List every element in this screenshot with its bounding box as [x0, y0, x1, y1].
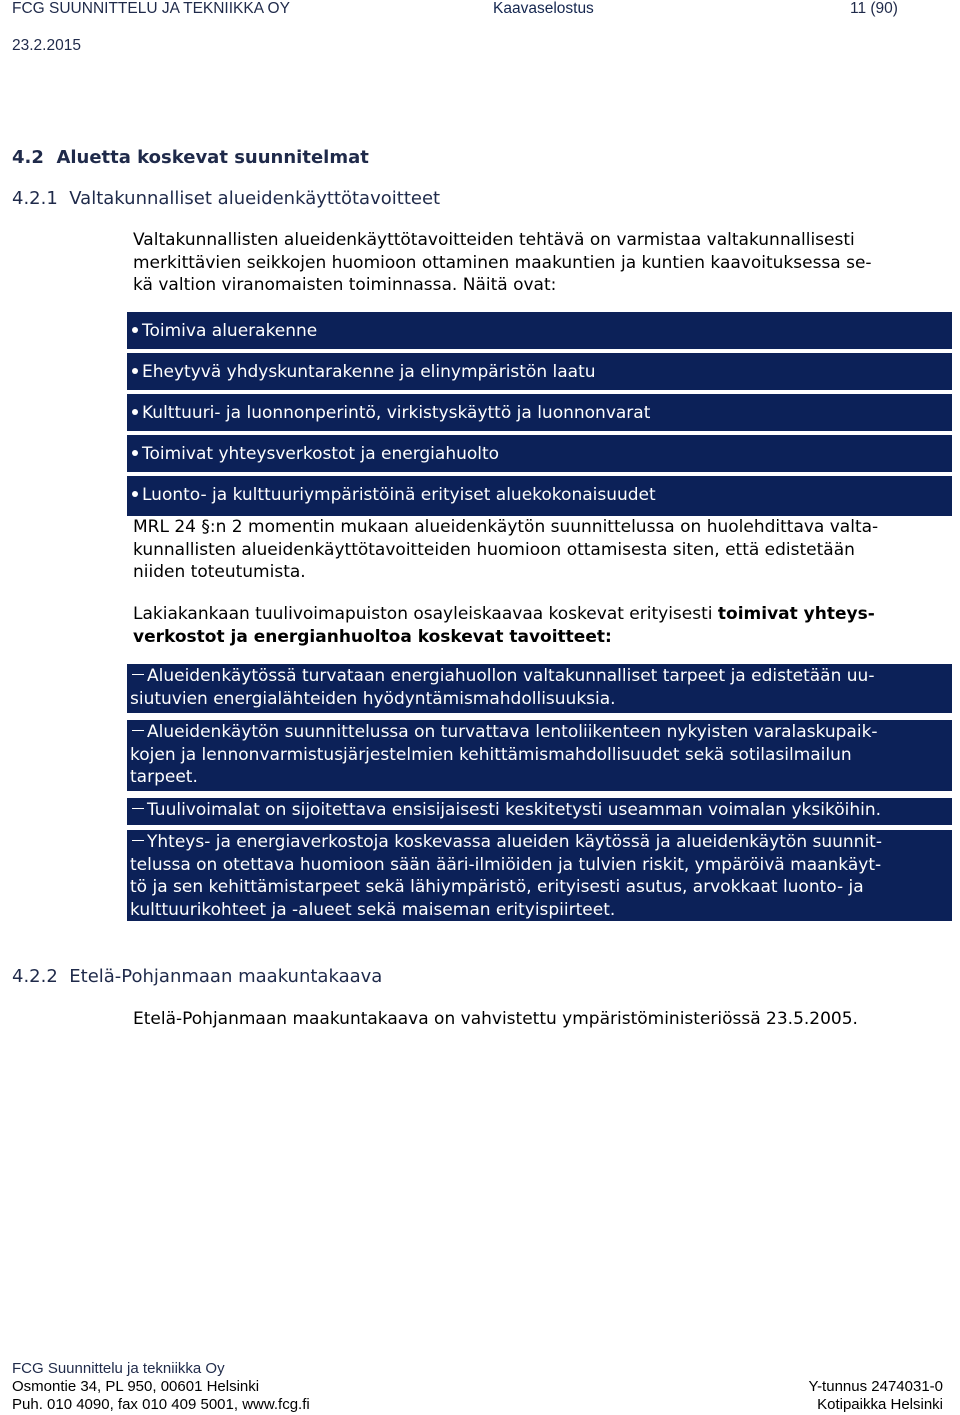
- objective-line: tö ja sen kehittämistarpeet sekä lähiympäristö, erityisesti asutus, arvokkaat luonto- ja: [130, 877, 864, 897]
- section-heading-4-2: [12, 147, 369, 168]
- dash-icon: [132, 730, 144, 732]
- objective-line: Alueidenkäytössä turvataan energiahuollon valtakunnalliset tarpeet ja edistetään uu-: [147, 666, 875, 686]
- text-bold: toimivat yhteys-: [717, 604, 875, 624]
- mrl-paragraph: [133, 516, 953, 584]
- objective-line: kojen ja lennonvarmistusjärjestelmien kehittämismahdollisuudet sekä sotilasilmailun: [130, 744, 852, 765]
- dash-icon: [132, 808, 144, 810]
- text-line: Valtakunnallisten alueidenkäyttötavoitteiden tehtävä on varmistaa valtakunnallisesti: [133, 230, 855, 250]
- header-date: 23.2.2015: [12, 37, 81, 54]
- goal-item: [127, 312, 952, 351]
- text-line: kä valtion viranomaisten toiminnassa. Näitä ovat:: [133, 275, 557, 295]
- section-number: 4.2: [12, 147, 44, 168]
- goal-item: [127, 394, 952, 433]
- intro-paragraph: [133, 229, 953, 297]
- section-number: 4.2.1: [12, 188, 58, 209]
- header-page-number: 11 (90): [850, 0, 898, 17]
- text-line: [133, 626, 953, 649]
- footer-domicile: Kotipaikka Helsinki: [817, 1396, 943, 1413]
- objective-line: Alueidenkäytön suunnittelussa on turvattava lentoliikenteen nykyisten varalaskupaik-: [147, 722, 878, 742]
- maakuntakaava-paragraph: Etelä-Pohjanmaan maakuntakaava on vahvistettu ympäristöministeriössä 23.5.2005.: [133, 1009, 858, 1029]
- bullet-icon: [132, 327, 138, 333]
- objective-line: Yhteys- ja energiaverkostoja koskevassa alueiden käytössä ja alueidenkäytön suunnit-: [147, 832, 882, 852]
- objective-item: [127, 830, 952, 921]
- text-line: MRL 24 §:n 2 momentin mukaan alueidenkäytön suunnittelussa on huolehdittava valta-: [133, 517, 879, 537]
- bullet-icon: [132, 368, 138, 374]
- lakiakangas-paragraph: [133, 603, 953, 648]
- goal-label: Toimiva aluerakenne: [142, 321, 318, 341]
- text-line: kunnallisten alueidenkäyttötavoitteiden huomioon ottamisesta siten, että edistetään: [133, 539, 855, 560]
- section-number: 4.2.2: [12, 966, 58, 987]
- objective-line: tarpeet.: [130, 767, 198, 787]
- header-doc-type: Kaavaselostus: [493, 0, 594, 17]
- objective-line: kulttuurikohteet ja -alueet sekä maiseman erityispiirteet.: [130, 899, 616, 920]
- section-title: Valtakunnalliset alueidenkäyttötavoitteet: [69, 188, 441, 209]
- section-heading-4-2-1: [12, 188, 440, 209]
- bullet-icon: [132, 450, 138, 456]
- goal-label: Luonto- ja kulttuuriympäristöinä erityiset aluekokonaisuudet: [142, 485, 656, 505]
- bullet-icon: [132, 491, 138, 497]
- objective-line: siutuvien energialähteiden hyödyntämismahdollisuuksia.: [130, 688, 616, 709]
- header-company: FCG SUUNNITTELU JA TEKNIIKKA OY: [12, 0, 290, 17]
- footer-address: Osmontie 34, PL 950, 00601 Helsinki: [12, 1378, 260, 1395]
- section-title: Etelä-Pohjanmaan maakuntakaava: [69, 966, 383, 987]
- objective-item: [127, 720, 952, 791]
- objective-item: [127, 664, 952, 713]
- objective-item: [127, 798, 952, 825]
- goal-label: Toimivat yhteysverkostot ja energiahuolto: [142, 444, 500, 464]
- goal-item: [127, 476, 952, 516]
- goal-label: Eheytyvä yhdyskuntarakenne ja elinympäristön laatu: [142, 362, 596, 382]
- section-heading-4-2-2: [12, 966, 382, 987]
- section-title: Aluetta koskevat suunnitelmat: [56, 147, 369, 168]
- footer-company: FCG Suunnittelu ja tekniikka Oy: [12, 1360, 225, 1377]
- text-line: merkittävien seikkojen huomioon ottaminen maakuntien ja kuntien kaavoituksessa se-: [133, 252, 872, 273]
- objective-line: telussa on otettava huomioon sään ääri-ilmiöiden ja tulvien riskit, ympäröivä maankäyt-: [130, 854, 882, 875]
- dash-icon: [132, 674, 144, 676]
- text-bold: verkostot ja energianhuoltoa koskevat tavoitteet:: [133, 626, 612, 647]
- footer-contact: Puh. 010 4090, fax 010 409 5001, www.fcg.fi: [12, 1396, 310, 1413]
- text-normal: Lakiakankaan tuulivoimapuiston osayleiskaavaa koskevat erityisesti: [133, 604, 718, 624]
- goal-label: Kulttuuri- ja luonnonperintö, virkistyskäyttö ja luonnonvarat: [142, 403, 651, 423]
- goal-item: [127, 353, 952, 392]
- footer-business-id: Y-tunnus 2474031-0: [808, 1378, 943, 1395]
- goal-item: [127, 435, 952, 474]
- dash-icon: [132, 840, 144, 842]
- objective-line: Tuulivoimalat on sijoitettava ensisijaisesti keskitetysti useamman voimalan yksiköihin.: [147, 800, 882, 820]
- text-line: [133, 603, 953, 626]
- text-line: niiden toteutumista.: [133, 562, 306, 582]
- bullet-icon: [132, 409, 138, 415]
